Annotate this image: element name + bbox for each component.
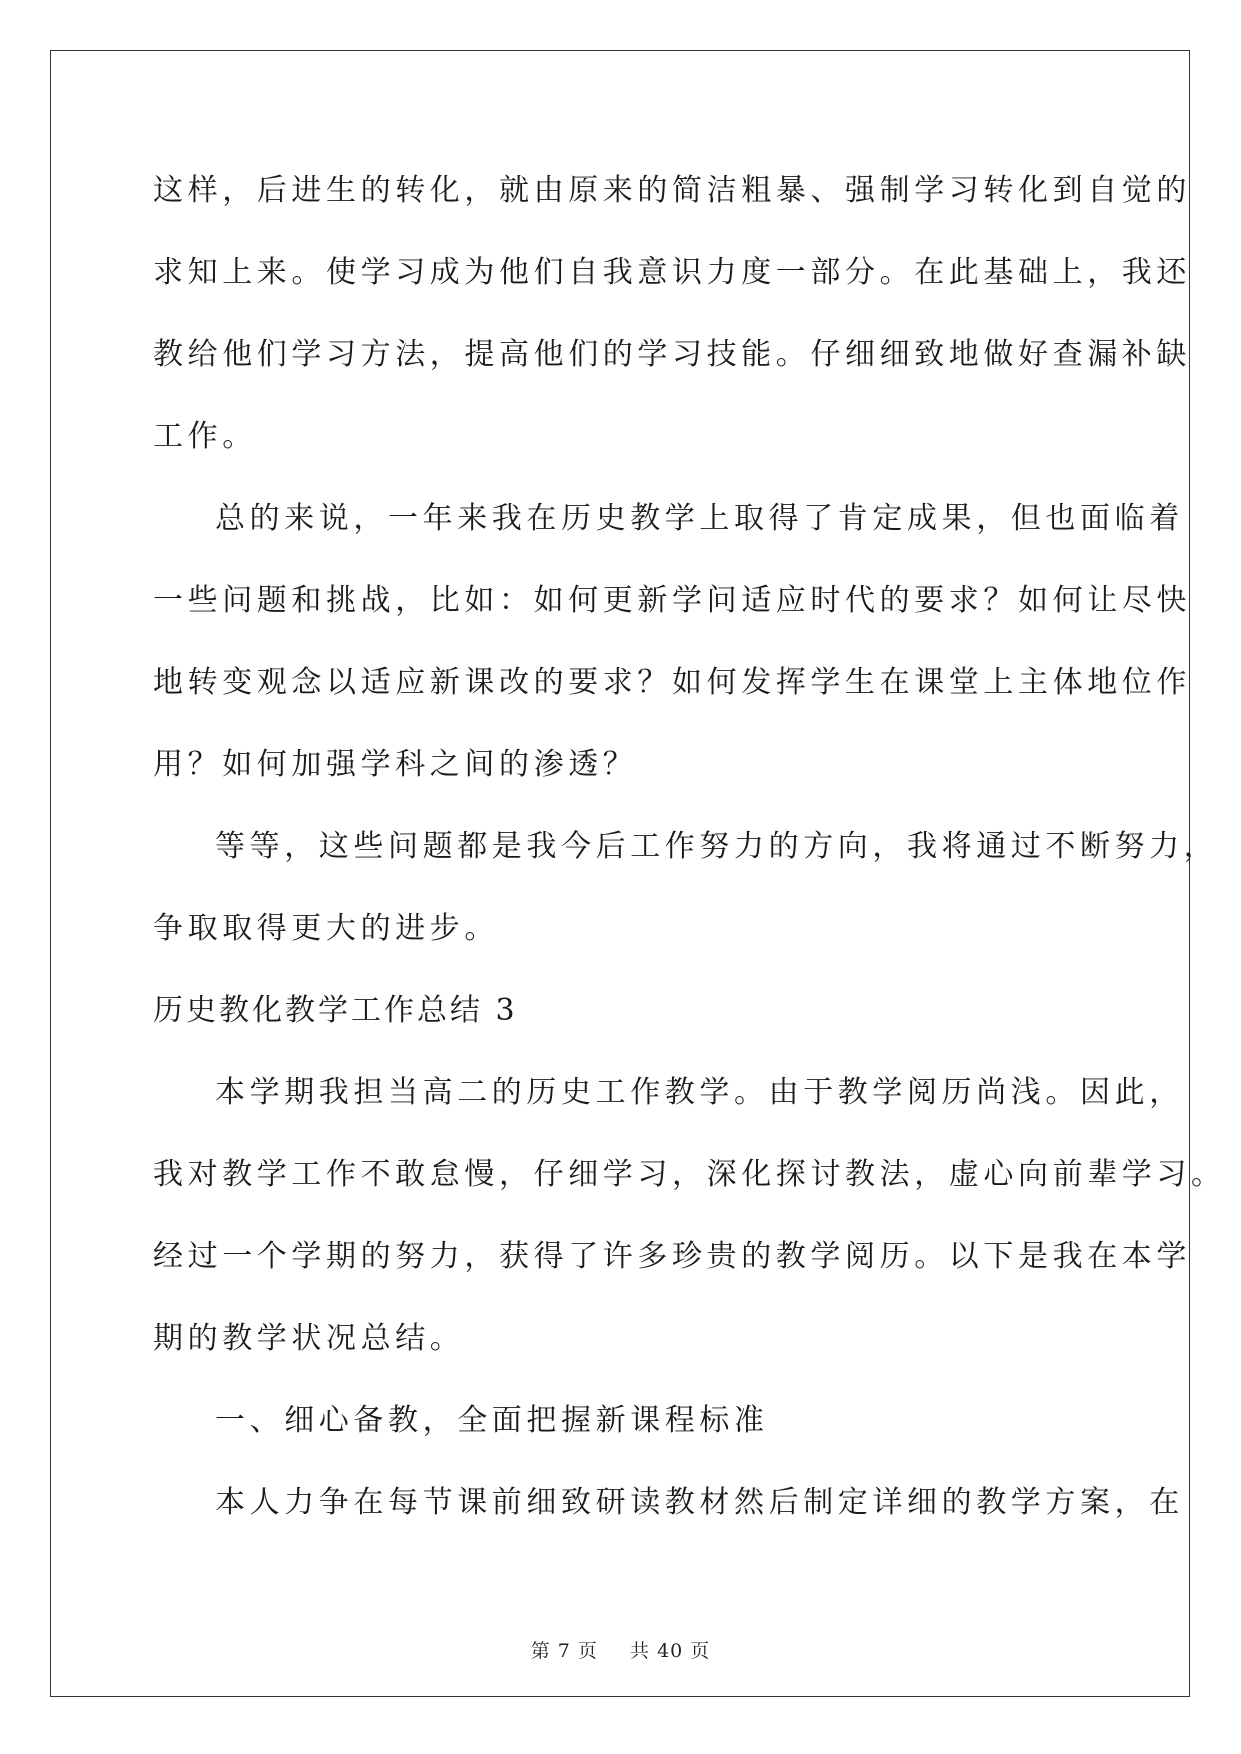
subheading-line: 一、细心备教，全面把握新课程标准 [215, 1403, 769, 1438]
text-line-15: 期的教学状况总结。 [153, 1321, 465, 1356]
text-line-5: 总的来说，一年来我在历史教学上取得了肯定成果，但也面临着 [215, 501, 1184, 536]
document-body [153, 158, 1226, 1552]
text-line-8: 用？如何加强学科之间的渗透？ [153, 747, 638, 782]
text-line-6: 一些问题和挑战，比如：如何更新学问适应时代的要求？如何让尽快 [153, 583, 1191, 618]
text-line-13: 我对教学工作不敢怠慢，仔细学习，深化探讨教法，虚心向前辈学习。 [153, 1157, 1226, 1192]
section-heading: 历史教化教学工作总结 3 [153, 993, 518, 1028]
page-total: 共 40 页 [630, 1640, 711, 1662]
page-footer [0, 1636, 1241, 1663]
text-line-17: 本人力争在每节课前细致研读教材然后制定详细的教学方案，在 [215, 1485, 1184, 1520]
text-line-4: 工作。 [153, 419, 257, 454]
text-line-9: 等等，这些问题都是我今后工作努力的方向，我将通过不断努力， [215, 829, 1219, 864]
page-number: 第 7 页 [530, 1640, 598, 1662]
text-line-1: 这样，后进生的转化，就由原来的简洁粗暴、强制学习转化到自觉的 [153, 173, 1191, 208]
text-line-7: 地转变观念以适应新课改的要求？如何发挥学生在课堂上主体地位作 [153, 665, 1191, 700]
text-line-3: 教给他们学习方法，提高他们的学习技能。仔细细致地做好查漏补缺 [153, 337, 1191, 372]
text-line-10: 争取取得更大的进步。 [153, 911, 499, 946]
text-line-12: 本学期我担当高二的历史工作教学。由于教学阅历尚浅。因此， [215, 1075, 1184, 1110]
text-line-14: 经过一个学期的努力，获得了许多珍贵的教学阅历。以下是我在本学 [153, 1239, 1191, 1274]
text-line-2: 求知上来。使学习成为他们自我意识力度一部分。在此基础上，我还 [153, 255, 1191, 290]
